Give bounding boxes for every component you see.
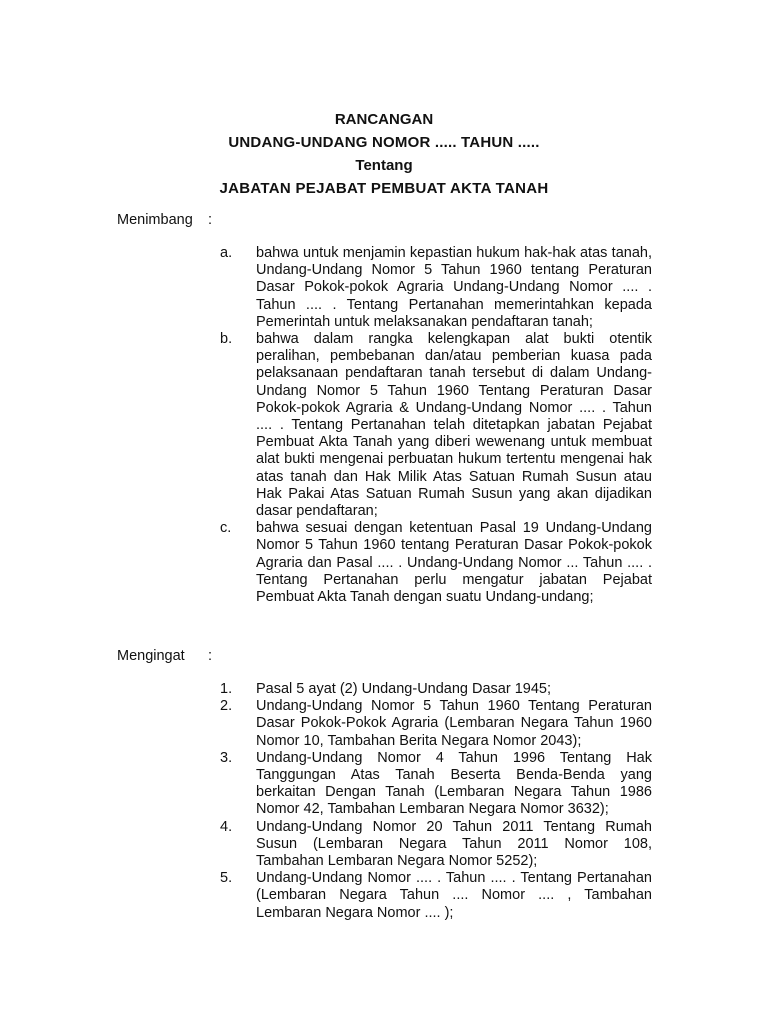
menimbang-list [220, 245, 652, 606]
list-item-text: bahwa dalam rangka kelengkapan alat bukti otentik peralihan, pembebanan dan/atau pemberian kuasa pada pelaksanaan pendaftaran tanah tersebut di dalam Undang-Undang Nomor 5 Tahun 1960 Tentang Peraturan Dasar Pokok-pokok Agraria & Undang-Undang Nomor .... . Tahun .... . Tentang Pertanahan telah ditetapkan jabatan Pejabat Pembuat Akta Tanah yang diberi wewenang untuk membuat alat bukti mengenai perbuatan hukum tertentu mengenai hak atas tanah dan Hak Milik Atas Satuan Rumah Susun atau Hak Pakai Atas Satuan Rumah Susun yang akan dijadikan dasar pendaftaran; [256, 331, 652, 520]
title-tentang: Tentang [355, 157, 413, 174]
list-item-text: bahwa untuk menjamin kepastian hukum hak-hak atas tanah, Undang-Undang Nomor 5 Tahun 1960 tentang Peraturan Dasar Pokok-pokok Agraria Undang-Undang Nomor .... . Tahun .... . Tentang Pertanahan memerintahkan kepada Pemerintah untuk melaksanakan pendaftaran tanah; [256, 245, 652, 330]
list-item-text: Undang-Undang Nomor 20 Tahun 2011 Tentang Rumah Susun (Lembaran Negara Tahun 2011 Nomor 108, Tambahan Lembaran Negara Nomor 5252); [256, 818, 652, 870]
list-item-marker: 5. [220, 870, 233, 887]
mengingat-list [220, 681, 652, 922]
title-rancangan: RANCANGAN [334, 111, 434, 128]
menimbang-label: Menimbang [117, 212, 193, 228]
list-item [220, 331, 652, 520]
document-title [0, 108, 768, 200]
list-item-marker: 3. [220, 749, 233, 766]
list-item-marker: 4. [220, 818, 233, 835]
list-item-marker: a. [220, 245, 233, 261]
list-item-text: Pasal 5 ayat (2) Undang-Undang Dasar 1945; [256, 681, 552, 697]
mengingat-label: Mengingat [117, 648, 185, 664]
list-item-text: Undang-Undang Nomor .... . Tahun .... . Tentang Pertanahan (Lembaran Negara Tahun .... Nomor .... , Tambahan Lembaran Negara Nomor .... ); [256, 870, 652, 921]
list-item-text: Undang-Undang Nomor 4 Tahun 1996 Tentang Hak Tanggungan Atas Tanah Beserta Benda-Benda yang berkaitan Dengan Tanah (Lembaran Negara Tahun 1986 Nomor 42, Tambahan Lembaran Negara Nomor 3632); [256, 749, 652, 818]
list-item [220, 681, 652, 698]
list-item-marker: b. [220, 331, 233, 348]
list-item-text: Undang-Undang Nomor 5 Tahun 1960 Tentang Peraturan Dasar Pokok-Pokok Agraria (Lembaran Negara Tahun 1960 Nomor 10, Tambahan Berita Negara Nomor 2043); [256, 698, 652, 749]
title-undang-undang-nomor: UNDANG-UNDANG NOMOR ..... TAHUN ..... [228, 134, 540, 151]
list-item [220, 698, 652, 750]
list-item [220, 520, 652, 606]
list-item [220, 870, 652, 922]
mengingat-colon: : [208, 648, 213, 664]
menimbang-colon: : [208, 212, 213, 228]
list-item [220, 819, 652, 871]
list-item-marker: 2. [220, 698, 233, 715]
menimbang-label-row [117, 211, 213, 229]
list-item-marker: c. [220, 520, 232, 537]
title-subject: JABATAN PEJABAT PEMBUAT AKTA TANAH [219, 180, 549, 197]
list-item-marker: 1. [220, 681, 233, 697]
mengingat-label-row [117, 647, 213, 665]
list-item [220, 750, 652, 819]
list-item [220, 245, 652, 331]
list-item-text: bahwa sesuai dengan ketentuan Pasal 19 Undang-Undang Nomor 5 Tahun 1960 tentang Peraturan Dasar Pokok-pokok Agraria dan Pasal .... . Undang-Undang Nomor ... Tahun .... . Tentang Pertanahan perlu mengatur jabatan Pejabat Pembuat Akta Tanah dengan suatu Undang-undang; [256, 520, 652, 606]
